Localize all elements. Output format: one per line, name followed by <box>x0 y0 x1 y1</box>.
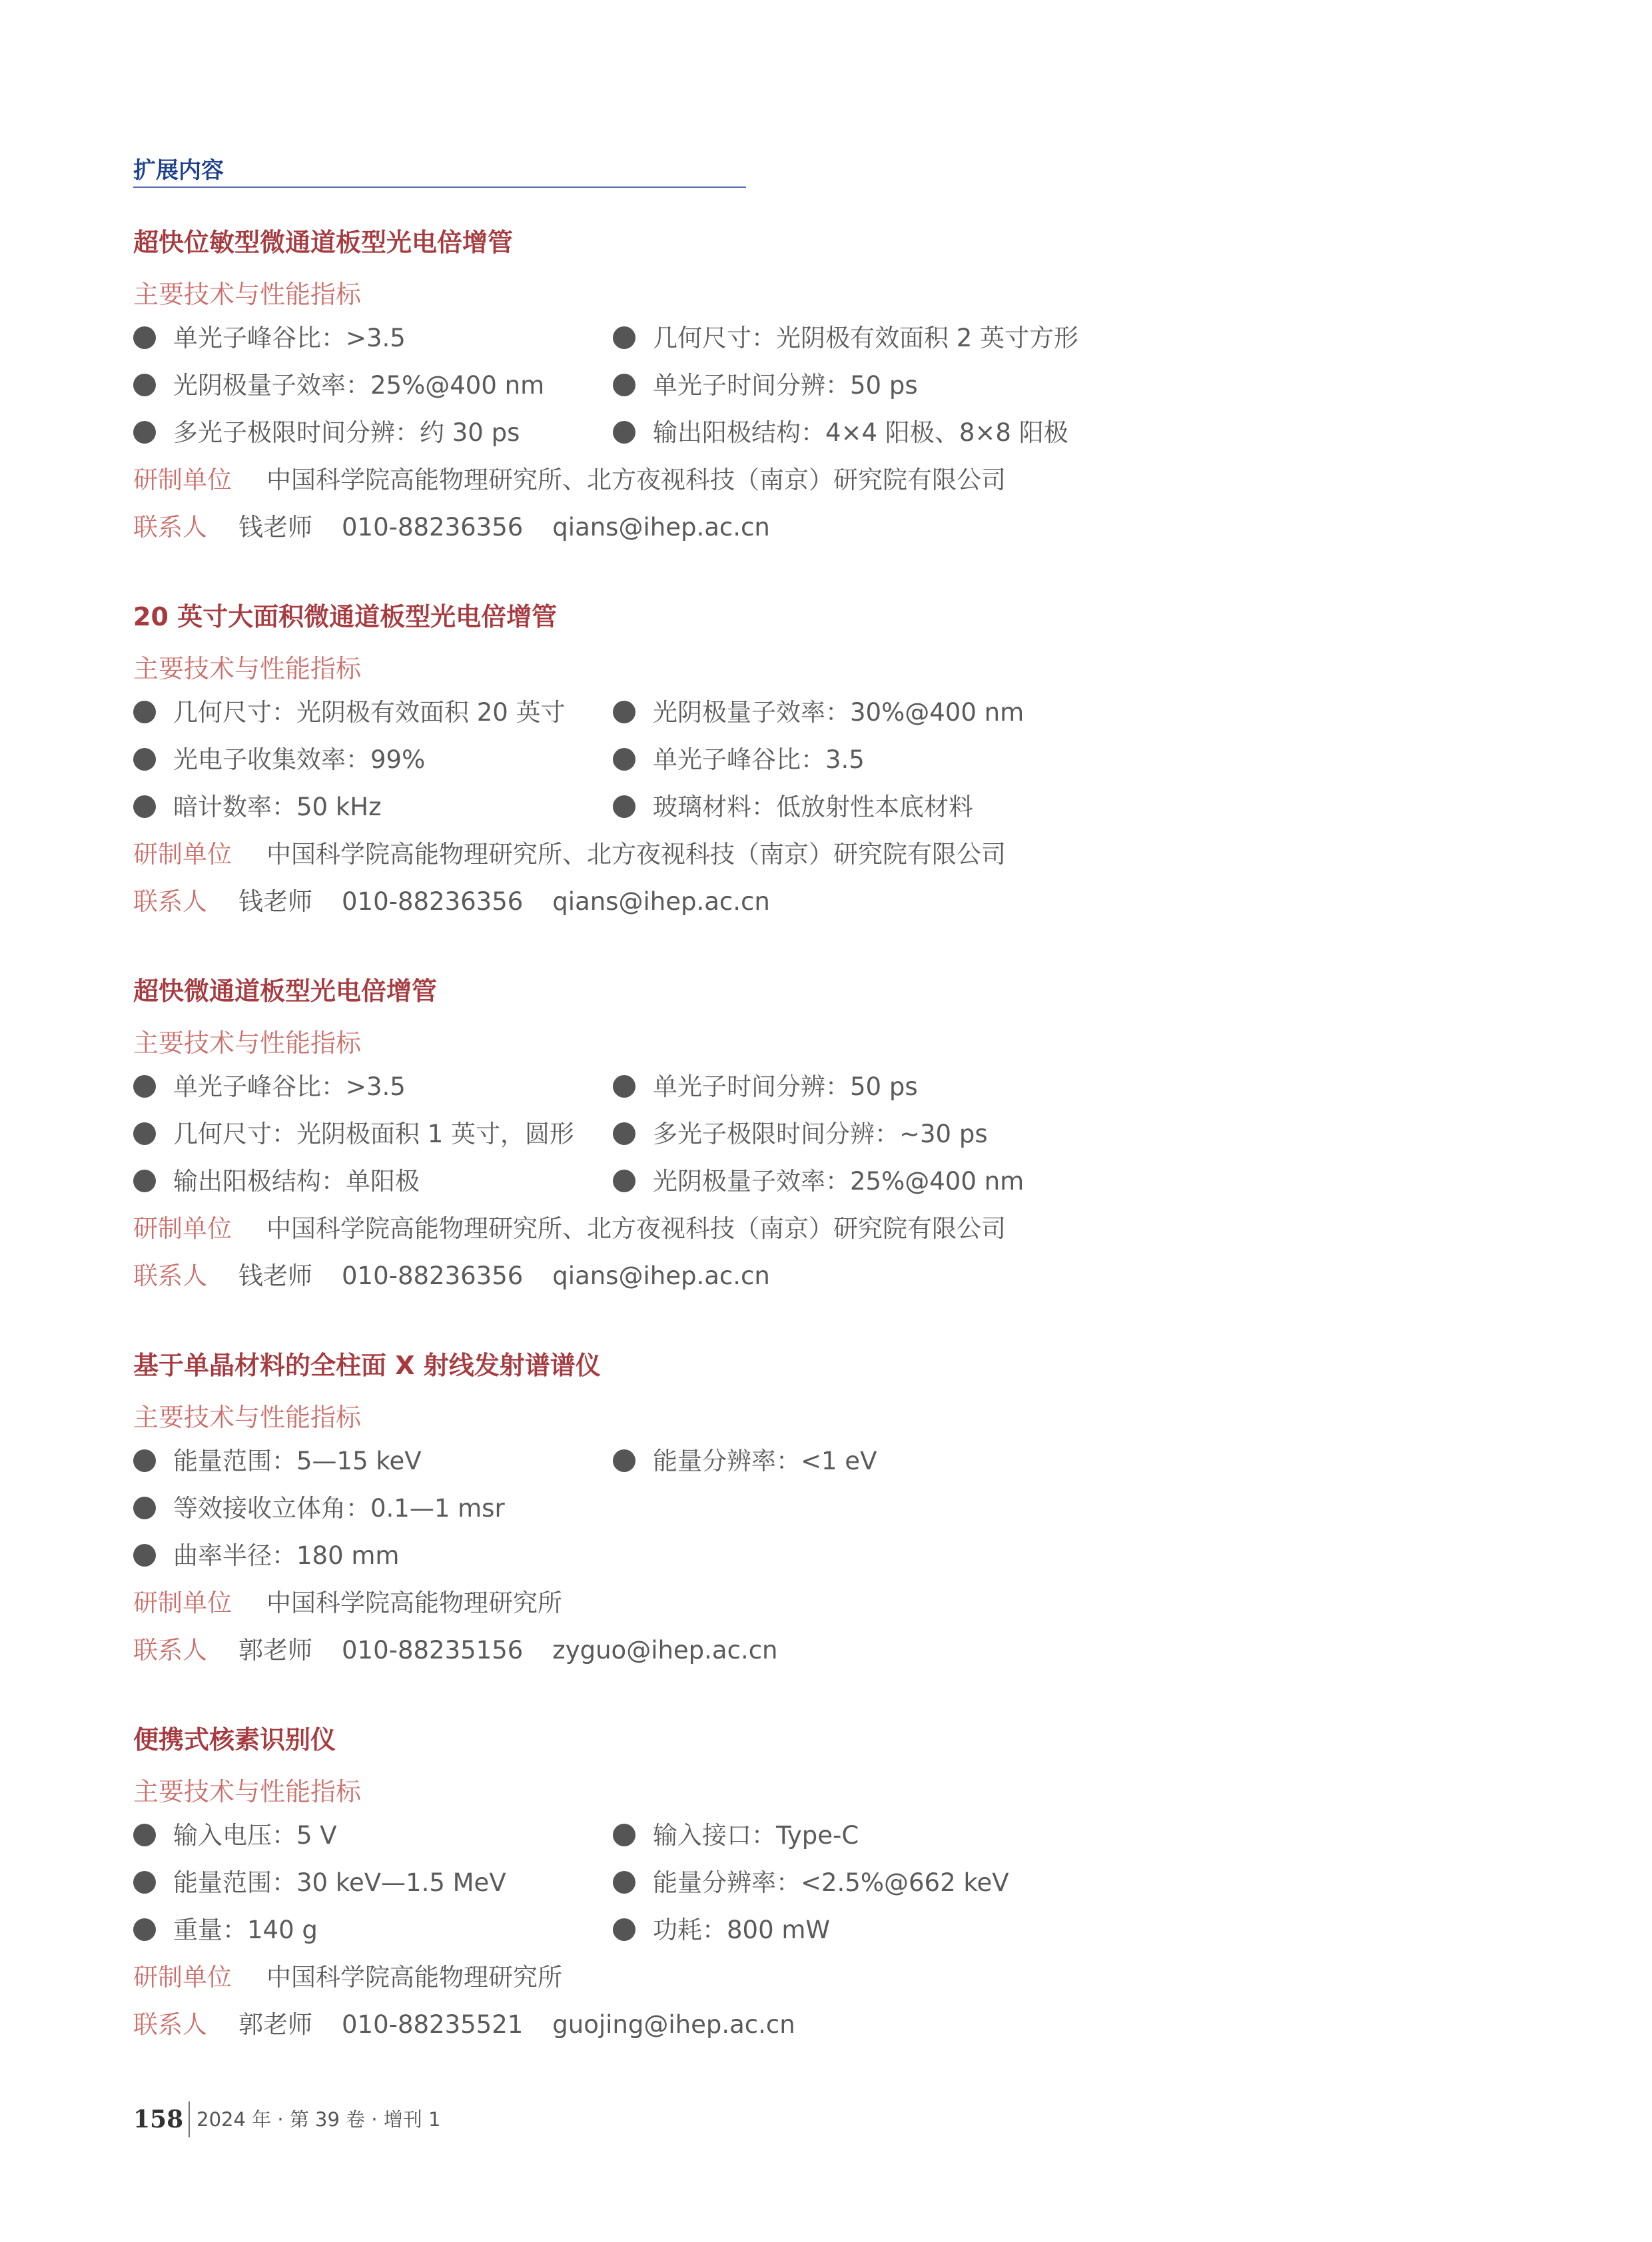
spec-text: 单光子峰谷比：>3.5 <box>173 1072 406 1101</box>
spec-text: 能量分辨率：<1 eV <box>653 1447 877 1475</box>
spec-item <box>133 1070 406 1104</box>
spec-item <box>133 743 425 777</box>
bullet-icon <box>133 795 156 818</box>
bullet-icon <box>133 1544 156 1567</box>
contact-email[interactable]: qians@ihep.ac.cn <box>552 1262 770 1290</box>
bullet-icon <box>133 374 156 396</box>
bullet-icon <box>133 1122 156 1145</box>
spec-text: 多光子极限时间分辨：~30 ps <box>653 1120 988 1148</box>
bullet-icon <box>613 1170 635 1192</box>
bullet-icon <box>133 1824 156 1846</box>
contact-row <box>133 885 770 919</box>
contact-phone: 010-88236356 <box>342 1262 524 1290</box>
developer-row <box>133 1587 562 1620</box>
spec-item <box>133 369 544 402</box>
specs-heading: 主要技术与性能指标 <box>133 1777 362 1806</box>
developer-label: 研制单位 <box>133 1589 232 1617</box>
bullet-icon <box>613 1824 635 1846</box>
bullet-icon <box>133 1918 156 1941</box>
product-title: 20 英寸大面积微通道板型光电倍增管 <box>133 602 558 631</box>
bullet-icon <box>613 1871 635 1894</box>
spec-item <box>613 1866 1009 1900</box>
spec-item <box>613 791 973 824</box>
developer-name: 中国科学院高能物理研究所 <box>266 1963 562 1992</box>
header-divider <box>133 187 746 188</box>
spec-item <box>133 1539 399 1573</box>
contact-row <box>133 511 770 544</box>
bullet-icon <box>133 1449 156 1472</box>
product-title: 超快微通道板型光电倍增管 <box>133 976 438 1006</box>
product-title: 便携式核素识别仪 <box>133 1725 336 1754</box>
contact-row <box>133 2008 795 2042</box>
bullet-icon <box>613 701 635 723</box>
developer-name: 中国科学院高能物理研究所 <box>266 1589 562 1617</box>
spec-item <box>613 1165 1024 1198</box>
contact-row <box>133 1260 770 1293</box>
spec-item <box>133 322 406 355</box>
developer-label: 研制单位 <box>133 1963 232 1992</box>
spec-item <box>613 1914 830 1947</box>
bullet-icon <box>613 1122 635 1145</box>
spec-item <box>613 696 1024 729</box>
spec-item <box>613 743 865 777</box>
spec-text: 输出阳极结构：4×4 阳极、8×8 阳极 <box>653 418 1068 447</box>
bullet-icon <box>133 421 156 444</box>
spec-text: 暗计数率：50 kHz <box>173 793 382 821</box>
spec-item <box>133 696 566 729</box>
spec-text: 能量范围：30 keV—1.5 MeV <box>173 1868 506 1897</box>
spec-item <box>613 369 918 402</box>
contact-name: 郭老师 <box>238 2010 312 2039</box>
contact-label: 联系人 <box>133 887 207 916</box>
spec-text: 几何尺寸：光阴极有效面积 2 英寸方形 <box>653 324 1079 352</box>
bullet-icon <box>613 374 635 396</box>
spec-text: 输出阳极结构：单阳极 <box>173 1167 420 1196</box>
page-section-label: 扩展内容 <box>133 157 224 184</box>
bullet-icon <box>613 1449 635 1472</box>
spec-item <box>613 1445 877 1478</box>
bullet-icon <box>613 795 635 818</box>
product-title: 超快位敏型微通道板型光电倍增管 <box>133 228 514 257</box>
page-number: 158 <box>133 2105 184 2133</box>
contact-name: 钱老师 <box>238 887 312 916</box>
contact-name: 钱老师 <box>238 513 312 542</box>
spec-text: 等效接收立体角：0.1—1 msr <box>173 1494 505 1523</box>
spec-text: 单光子峰谷比：3.5 <box>653 745 865 774</box>
specs-heading: 主要技术与性能指标 <box>133 1403 362 1432</box>
spec-text: 功耗：800 mW <box>653 1916 831 1944</box>
contact-phone: 010-88236356 <box>342 887 524 916</box>
spec-text: 光阴极量子效率：25%@400 nm <box>173 371 545 400</box>
spec-item <box>133 1445 422 1478</box>
spec-item <box>613 1118 988 1151</box>
spec-item <box>613 416 1068 450</box>
spec-item <box>133 1819 337 1852</box>
spec-item <box>133 1492 505 1525</box>
developer-row <box>133 464 1006 497</box>
bullet-icon <box>133 326 156 349</box>
spec-text: 输入接口：Type-C <box>653 1821 859 1850</box>
spec-text: 单光子峰谷比：>3.5 <box>173 324 406 352</box>
spec-item <box>613 1070 918 1104</box>
spec-item <box>613 1819 859 1852</box>
spec-text: 光阴极量子效率：30%@400 nm <box>653 698 1025 727</box>
contact-label: 联系人 <box>133 2010 207 2039</box>
spec-item <box>133 1866 506 1900</box>
spec-item <box>133 791 382 824</box>
developer-label: 研制单位 <box>133 466 232 494</box>
spec-text: 几何尺寸：光阴极面积 1 英寸，圆形 <box>173 1120 575 1148</box>
developer-name: 中国科学院高能物理研究所、北方夜视科技（南京）研究院有限公司 <box>266 466 1006 494</box>
contact-phone: 010-88235521 <box>342 2010 524 2039</box>
contact-label: 联系人 <box>133 513 207 542</box>
specs-heading: 主要技术与性能指标 <box>133 280 362 309</box>
spec-item <box>133 416 520 450</box>
bullet-icon <box>613 326 635 349</box>
contact-name: 郭老师 <box>238 1636 312 1665</box>
spec-item <box>133 1165 420 1198</box>
contact-label: 联系人 <box>133 1262 207 1290</box>
developer-name: 中国科学院高能物理研究所、北方夜视科技（南京）研究院有限公司 <box>266 1214 1006 1243</box>
product-title: 基于单晶材料的全柱面 X 射线发射谱谱仪 <box>133 1351 601 1380</box>
developer-label: 研制单位 <box>133 1214 232 1243</box>
spec-text: 单光子时间分辨：50 ps <box>653 1072 918 1101</box>
contact-email[interactable]: guojing@ihep.ac.cn <box>552 2010 795 2039</box>
spec-text: 重量：140 g <box>173 1916 318 1944</box>
developer-row <box>133 1961 562 1994</box>
developer-name: 中国科学院高能物理研究所、北方夜视科技（南京）研究院有限公司 <box>266 840 1006 869</box>
bullet-icon <box>133 1871 156 1894</box>
spec-text: 单光子时间分辨：50 ps <box>653 371 918 400</box>
spec-text: 能量分辨率：<2.5%@662 keV <box>653 1868 1009 1897</box>
bullet-icon <box>133 1170 156 1192</box>
spec-text: 光阴极量子效率：25%@400 nm <box>653 1167 1025 1196</box>
footer-divider <box>189 2101 190 2137</box>
bullet-icon <box>133 1075 156 1098</box>
developer-row <box>133 838 1006 871</box>
contact-phone: 010-88235156 <box>342 1636 524 1665</box>
bullet-icon <box>133 701 156 723</box>
issue-info: 2024 年 · 第 39 卷 · 增刊 1 <box>197 2108 441 2131</box>
spec-item <box>613 322 1078 355</box>
contact-phone: 010-88236356 <box>342 513 524 542</box>
developer-label: 研制单位 <box>133 840 232 869</box>
developer-row <box>133 1212 1006 1246</box>
spec-text: 能量范围：5—15 keV <box>173 1447 422 1475</box>
contact-row <box>133 1634 778 1667</box>
bullet-icon <box>613 748 635 771</box>
spec-text: 曲率半径：180 mm <box>173 1541 400 1570</box>
bullet-icon <box>613 1918 635 1941</box>
contact-name: 钱老师 <box>238 1262 312 1290</box>
spec-item <box>133 1914 318 1947</box>
contact-email[interactable]: qians@ihep.ac.cn <box>552 887 770 916</box>
spec-text: 几何尺寸：光阴极有效面积 20 英寸 <box>173 698 566 727</box>
bullet-icon <box>613 1075 635 1098</box>
spec-text: 光电子收集效率：99% <box>173 745 426 774</box>
page-footer <box>133 2101 441 2135</box>
bullet-icon <box>133 1497 156 1519</box>
contact-email[interactable]: qians@ihep.ac.cn <box>552 513 770 542</box>
bullet-icon <box>613 421 635 444</box>
specs-heading: 主要技术与性能指标 <box>133 654 362 683</box>
bullet-icon <box>133 748 156 771</box>
contact-label: 联系人 <box>133 1636 207 1665</box>
specs-heading: 主要技术与性能指标 <box>133 1028 362 1058</box>
spec-item <box>133 1118 574 1151</box>
contact-email[interactable]: zyguo@ihep.ac.cn <box>552 1636 778 1665</box>
spec-text: 输入电压：5 V <box>173 1821 337 1850</box>
spec-text: 玻璃材料：低放射性本底材料 <box>653 793 973 821</box>
spec-text: 多光子极限时间分辨：约 30 ps <box>173 418 520 447</box>
